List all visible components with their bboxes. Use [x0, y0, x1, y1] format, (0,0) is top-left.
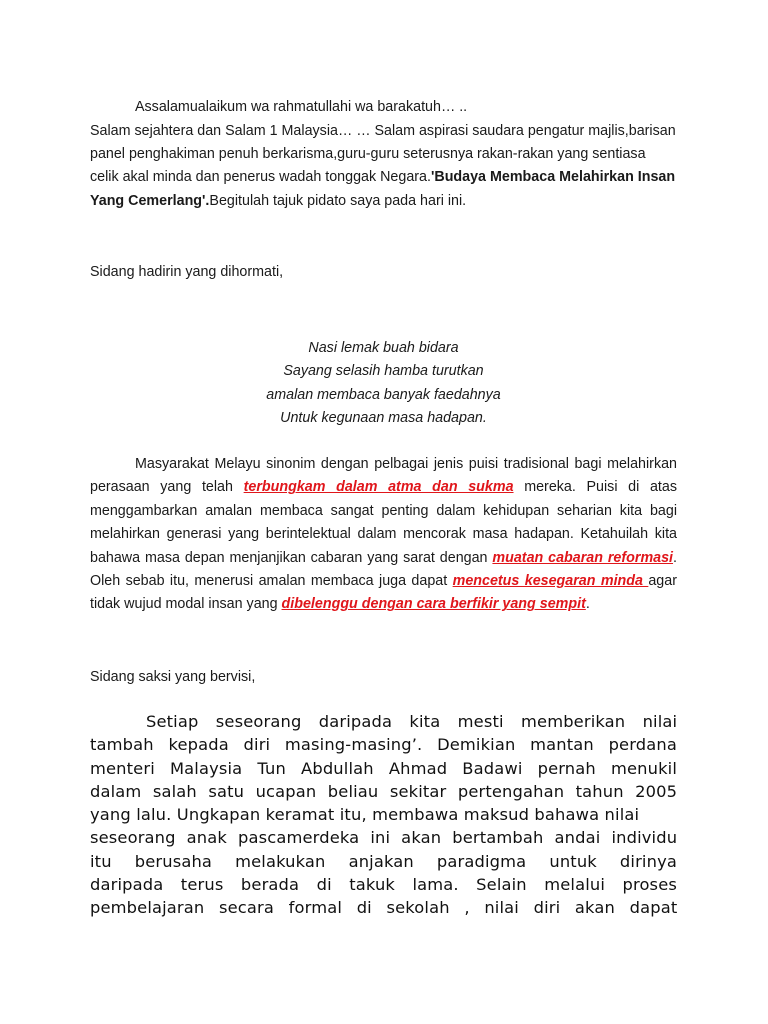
highlight-phrase: muatan cabaran reformasi	[492, 549, 674, 566]
large-paragraph-line: seseorang anak pascamerdeka ini akan bertambah andai individu	[90, 828, 678, 848]
body-text: agar tidak wujud modal insan yang	[90, 573, 677, 613]
body-text: . Oleh sebab itu, menerusi amalan membaca juga dapat	[90, 549, 678, 590]
large-paragraph-line: menteri Malaysia Tun Abdullah Ahmad Badawi pernah menukil	[90, 758, 677, 778]
large-paragraph-line: tambah kepada diri masing-masing’. Demikian mantan perdana	[90, 735, 677, 755]
highlight-phrase: mencetus kesegaran minda	[452, 573, 649, 590]
poem-line: Sayang selasih hamba turutkan	[283, 363, 484, 380]
intro-text: Salam sejahtera dan Salam 1 Malaysia… … Salam aspirasi saudara pengatur majlis,barisan panel penghakiman penuh berkarisma,guru-guru seterusnya rakan-rakan yang sentiasa celik akal minda dan penerus wadah tonggak Negara.	[90, 122, 676, 186]
large-paragraph-line: yang lalu. Ungkapan keramat itu, membawa maksud bahawa nilai	[90, 805, 640, 825]
address-hadirin: Sidang hadirin yang dihormati,	[90, 264, 284, 280]
intro-end-text: Begitulah tajuk pidato saya pada hari ini.	[209, 192, 467, 209]
greeting-text: Assalamualaikum wa rahmatullahi wa barakatuh… ..	[135, 99, 468, 115]
speech-title: 'Budaya Membaca Melahirkan Insan Yang Cemerlang'.	[90, 169, 676, 209]
greeting-line	[90, 96, 677, 119]
large-paragraph-line: itu berusaha melakukan anjakan paradigma untuk dirinya	[90, 851, 677, 871]
address-saksi: Sidang saksi yang bervisi,	[90, 669, 256, 685]
body-text: .	[585, 596, 590, 613]
poem-block	[90, 337, 677, 431]
poem-line: Nasi lemak buah bidara	[308, 340, 459, 356]
large-paragraph-line: daripada terus berada di takuk lama. Selain melalui proses	[90, 875, 677, 895]
large-paragraph	[90, 710, 677, 920]
poem-line: Untuk kegunaan masa hadapan.	[280, 410, 487, 427]
intro-paragraph	[90, 120, 677, 214]
highlight-phrase: terbungkam dalam atma dan sukma	[243, 479, 514, 496]
body-text: mereka. Puisi di atas menggambarkan amalan membaca sangat penting dalam kehidupan seharian kita bagi melahirkan generasi yang berintelektual dalam mencorak masa hadapan. Ketahuilah kita bahawa masa depan menjanjikan cabaran yang sarat dengan	[90, 479, 677, 566]
highlight-phrase: dibelenggu dengan cara berfikir yang sempit	[281, 596, 586, 613]
large-paragraph-line: pembelajaran secara formal di sekolah , nilai diri akan dapat	[90, 898, 678, 918]
poem-line: amalan membaca banyak faedahnya	[266, 386, 501, 403]
large-paragraph-line: dalam salah satu ucapan beliau sekitar pertengahan tahun 2005	[90, 781, 678, 801]
large-paragraph-line: Setiap seseorang daripada kita mesti memberikan nilai	[146, 712, 678, 731]
body-paragraph	[90, 453, 677, 617]
body-text: Masyarakat Melayu sinonim dengan pelbagai jenis puisi tradisional bagi melahirkan perasaan yang telah	[90, 456, 677, 496]
